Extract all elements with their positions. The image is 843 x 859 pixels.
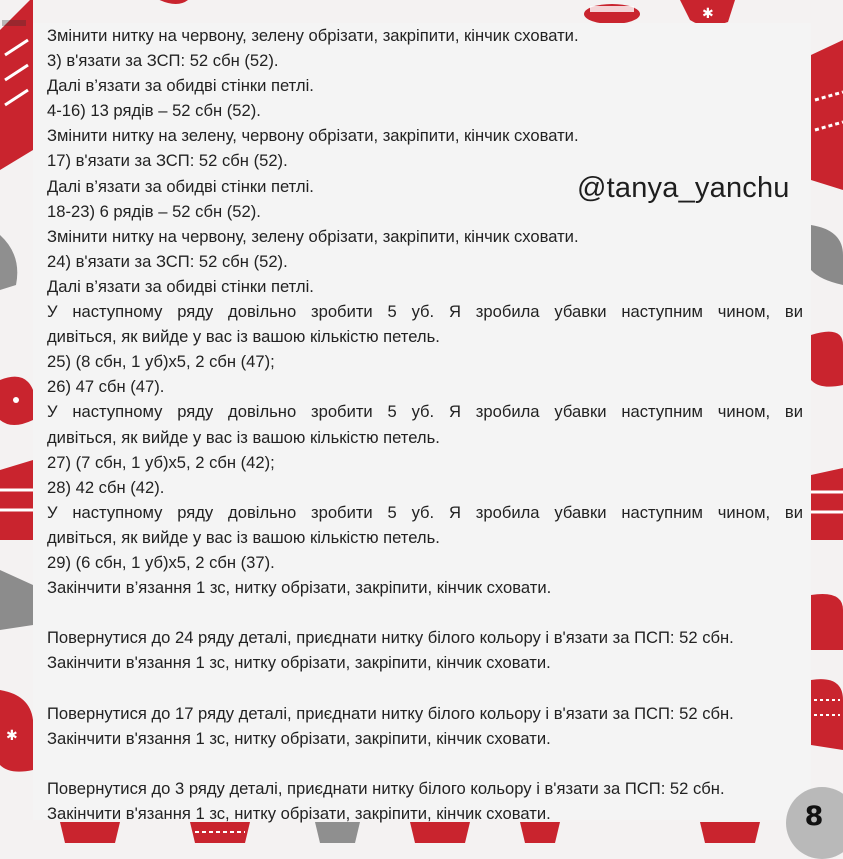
instruction-line: 4-16) 13 рядів – 52 сбн (52). (47, 101, 261, 121)
svg-text:✱: ✱ (702, 6, 714, 22)
mitten-icon (0, 377, 33, 425)
blank-line (47, 675, 803, 700)
instruction-line: Повернутися до 24 ряду деталі, приєднати нитку білого кольору і в'язати за ПСП: 52 сбн. (47, 628, 734, 648)
author-handle: @tanya_yanchu (577, 172, 790, 204)
mitten-icon (811, 679, 843, 750)
instruction-line: 29) (6 сбн, 1 уб)х5, 2 сбн (37). (47, 552, 275, 572)
instruction-line: Змінити нитку на червону, зелену обрізати, закріпити, кінчик сховати. (47, 226, 579, 246)
mitten-icon (0, 690, 33, 772)
leaf-icon (811, 225, 843, 285)
hat-icon (811, 40, 843, 190)
instruction-line: У наступному ряду довільно зробити 5 уб. Я зробила убавки наступним чином, ви (47, 402, 803, 422)
instruction-line: 25) (8 сбн, 1 уб)х5, 2 сбн (47); (47, 352, 275, 372)
instruction-line: Змінити нитку на червону, зелену обрізати, закріпити, кінчик сховати. (47, 26, 579, 45)
instruction-line: дивіться, як вийде у вас із вашою кількістю петель. (47, 327, 440, 347)
instruction-line: 18-23) 6 рядів – 52 сбн (52). (47, 201, 261, 221)
instruction-line: Далі в’язати за обидві стінки петлі. (47, 276, 314, 296)
svg-text:✱: ✱ (6, 728, 18, 744)
instruction-line: У наступному ряду довільно зробити 5 уб. Я зробила убавки наступним чином, ви (47, 302, 803, 322)
instruction-line: Закінчити в'язання 1 зс, нитку обрізати, закріпити, кінчик сховати. (47, 653, 551, 673)
instruction-line: 17) в'язати за ЗСП: 52 сбн (52). (47, 151, 288, 171)
instruction-line: 26) 47 сбн (47). (47, 377, 165, 397)
instruction-line: 28) 42 сбн (42). (47, 477, 165, 497)
hat-icon (0, 570, 33, 630)
instruction-line: Закінчити в'язання 1 зс, нитку обрізати, закріпити, кінчик сховати. (47, 803, 551, 823)
instruction-line: 24) в'язати за ЗСП: 52 сбн (52). (47, 251, 288, 271)
instruction-line: Повернутися до 17 ряду деталі, приєднати нитку білого кольору і в'язати за ПСП: 52 сбн. (47, 703, 734, 723)
pattern-instructions (47, 23, 803, 826)
mitten-icon (150, 0, 200, 4)
instruction-line: Повернутися до 3 ряду деталі, приєднати нитку білого кольору і в'язати за ПСП: 52 сбн. (47, 778, 725, 798)
hat-icon (584, 4, 640, 24)
house-icon (811, 468, 843, 540)
page-number: 8 (804, 801, 824, 832)
instruction-line: Змінити нитку на зелену, червону обрізати, закріпити, кінчик сховати. (47, 126, 579, 146)
page-number-badge (786, 787, 843, 859)
mitten-icon (811, 594, 843, 650)
instruction-line: дивіться, як вийде у вас із вашою кількістю петель. (47, 427, 440, 447)
leaf-icon (0, 235, 17, 290)
instruction-line: Далі в’язати за обидві стінки петлі. (47, 176, 314, 196)
instruction-line: 27) (7 сбн, 1 уб)х5, 2 сбн (42); (47, 452, 275, 472)
instruction-line: Далі в’язати за обидві стінки петлі. (47, 76, 314, 96)
instruction-line: дивіться, як вийде у вас із вашою кількістю петель. (47, 527, 440, 547)
instruction-line: Закінчити в’язання 1 зс, нитку обрізати, закріпити, кінчик сховати. (47, 578, 552, 598)
bag-icon (0, 0, 33, 170)
blank-line (47, 600, 803, 625)
mitten-icon (811, 332, 843, 387)
blank-line (47, 751, 803, 776)
instruction-line: Закінчити в'язання 1 зс, нитку обрізати, закріпити, кінчик сховати. (47, 728, 551, 748)
mitten-icon (680, 0, 735, 26)
instruction-line: 3) в'язати за ЗСП: 52 сбн (52). (47, 51, 279, 71)
house-icon (0, 460, 33, 540)
instruction-line: У наступному ряду довільно зробити 5 уб. Я зробила убавки наступним чином, ви (47, 502, 803, 522)
